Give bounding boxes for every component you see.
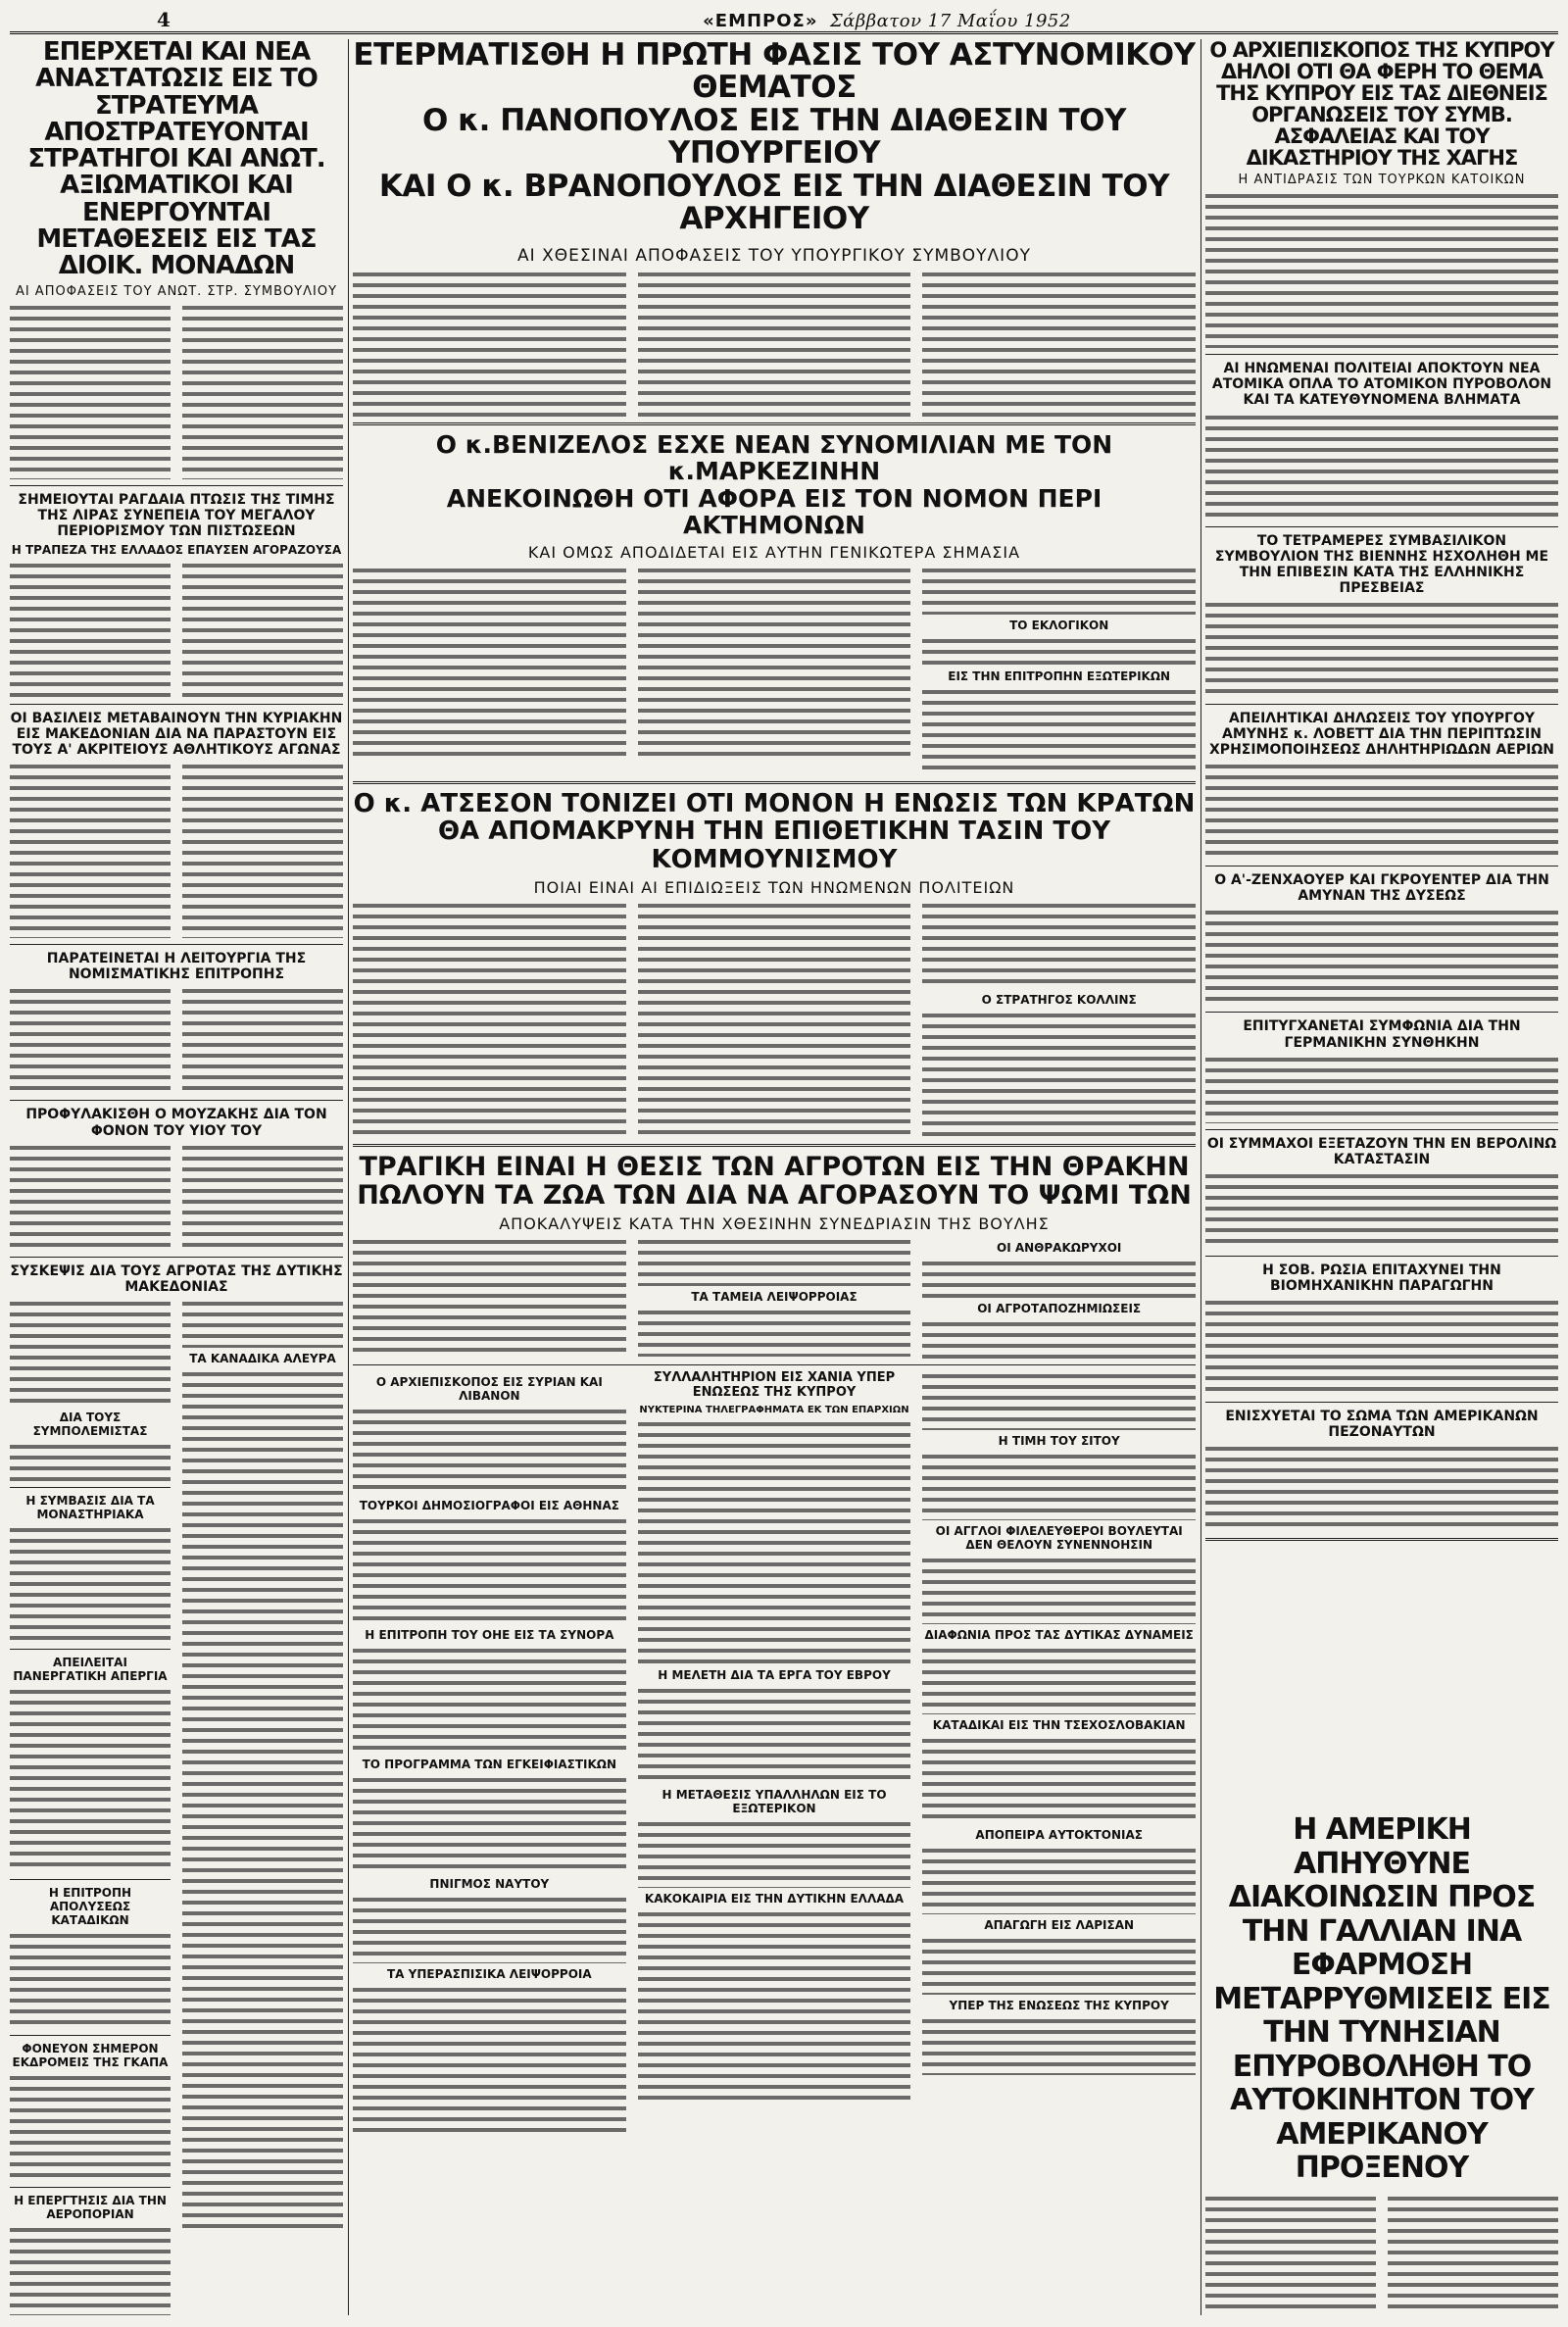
headline-venizelos: Ο κ.ΒΕΝΙΖΕΛΟΣ ΕΣΧΕ ΝΕΑΝ ΣΥΝΟΜΙΛΙΑΝ ΜΕ ΤΟΝ κ.ΜΑΡΚΕΖΙΝΗΝ <box>435 429 1113 486</box>
box-headline: ΕΙΣ ΤΗΝ ΕΠΙΤΡΟΠΗΝ ΕΞΩΤΕΡΙΚΩΝ <box>948 668 1171 683</box>
subhead: ΠΟΙΑΙ ΕΙΝΑΙ ΑΙ ΕΠΙΔΙΩΞΕΙΣ ΤΩΝ ΗΝΩΜΕΝΩΝ ΠΟΛΙΤΕΙΩΝ <box>533 877 1015 897</box>
box-headline: Η ΕΠΙΤΡΟΠΗ ΤΟΥ ΟΗΕ ΕΙΣ ΤΑ ΣΥΝΟΡΑ <box>365 1627 614 1642</box>
subhead: ΔΙΑ ΤΟΥΣ ΣΥΜΠΟΛΕΜΙΣΤΑΣ <box>32 1410 148 1438</box>
headline-atomic-weapons: ΑΙ ΗΝΩΜΕΝΑΙ ΠΟΛΙΤΕΙΑΙ ΑΠΟΚΤΟΥΝ ΝΕΑ ΑΤΟΜΙΚΑ ΟΠΛΑ ΤΟ ΑΤΟΜΙΚΟΝ ΠΥΡΟΒΟΛΟΝ ΚΑΙ ΤΑ ΚΑΤΕΥΘΥΝΟΜΕΝΑ ΒΛΗΜΑΤΑ <box>1211 361 1552 409</box>
headline-army-reshuffle: ΕΠΕΡΧΕΤΑΙ ΚΑΙ ΝΕΑ ΑΝΑΣΤΑΤΩΣΙΣ ΕΙΣ ΤΟ ΣΤΡΑΤΕΥΜΑ ΑΠΟΣΤΡΑΤΕΥΟΝΤΑΙ ΣΤΡΑΤΗΓΟΙ ΚΑΙ ΑΝΩΤ. ΑΞΙΩΜΑΤΙΚΟΙ ΚΑΙ ΕΝΕΡΓΟΥΝΤΑΙ ΜΕΤΑΘΕΣΕΙΣ ΕΙΣ ΤΑΣ ΔΙΟΙΚ. ΜΟΝΑΔΩΝ <box>27 39 325 281</box>
headline-thrace-farmers-2: ΠΩΛΟΥΝ ΤΑ ΖΩΑ ΤΩΝ ΔΙΑ ΝΑ ΑΓΟΡΑΣΟΥΝ ΤΟ ΨΩΜΙ ΤΩΝ <box>357 1180 1192 1212</box>
subhead: ΑΠΟΚΑΛΥΨΕΙΣ ΚΑΤΑ ΤΗΝ ΧΘΕΣΙΝΗΝ ΣΥΝΕΔΡΙΑΣΙΝ ΤΗΣ ΒΟΥΛΗΣ <box>499 1213 1050 1233</box>
subhead: ΚΑΙ ΟΜΩΣ ΑΠΟΔΙΔΕΤΑΙ ΕΙΣ ΑΥΤΗΝ ΓΕΝΙΚΩΤΕΡΑ ΣΗΜΑΣΙΑ <box>527 542 1021 562</box>
box-headline: Η ΣΥΜΒΑΣΙΣ ΔΙΑ ΤΑ ΜΟΝΑΣΤΗΡΙΑΚΑ <box>25 1493 155 1521</box>
box-headline: ΚΑΚΟΚΑΙΡΙΑ ΕΙΣ ΤΗΝ ΔΥΤΙΚΗΝ ΕΛΛΑΔΑ <box>644 1891 905 1906</box>
lead-subhead: ΑΙ ΧΘΕΣΙΝΑΙ ΑΠΟΦΑΣΕΙΣ ΤΟΥ ΥΠΟΥΡΓΙΚΟΥ ΣΥΜΒΟΥΛΙΟΥ <box>517 245 1031 266</box>
page-number: 4 <box>157 8 171 31</box>
box-headline: ΚΑΤΑΔΙΚΑΙ ΕΙΣ ΤΗΝ ΤΣΕΧΟΣΛΟΒΑΚΙΑΝ <box>932 1717 1186 1732</box>
headline-farmers-macedonia: ΣΥΣΚΕΨΙΣ ΔΙΑ ΤΟΥΣ ΑΓΡΟΤΑΣ ΤΗΣ ΔΥΤΙΚΗΣ ΜΑΚΕΔΟΝΙΑΣ <box>10 1263 343 1295</box>
box-headline: ΤΑ ΥΠΕΡΑΣΠΙΣΙΚΑ ΛΕΙΨΟΡΡΟΙΑ <box>386 1966 592 1981</box>
box-headline: ΦΟΝΕΥΟΝ ΣΗΜΕΡΟΝ ΕΚΔΡΟΜΕΙΣ ΤΗΣ ΓΚΑΠΑ <box>12 2041 169 2069</box>
box-headline: ΤΟΥΡΚΟΙ ΔΗΜΟΣΙΟΓΡΑΦΟΙ ΕΙΣ ΑΘΗΝΑΣ <box>359 1498 619 1512</box>
headline-archbishop-cyprus: Ο ΑΡΧΙΕΠΙΣΚΟΠΟΣ ΤΗΣ ΚΥΠΡΟΥ ΔΗΛΟΙ ΟΤΙ ΘΑ ΦΕΡΗ ΤΟ ΘΕΜΑ ΤΗΣ ΚΥΠΡΟΥ ΕΙΣ ΤΑΣ ΔΙΕΘΝΕΙΣ ΟΡΓΑΝΩΣΕΙΣ ΤΟΥ ΣΥΜΒ. ΑΣΦΑΛΕΙΑΣ ΚΑΙ ΤΟΥ ΔΙΚΑΣΤΗΡΙΟΥ ΤΗΣ ΧΑΓΗΣ <box>1209 39 1554 171</box>
headline-tunisia: Η ΑΜΕΡΙΚΗ ΑΠΗΥΘΥΝΕ ΔΙΑΚΟΙΝΩΣΙΝ ΠΡΟΣ ΤΗΝ ΓΑΛΛΙΑΝ ΙΝΑ ΕΦΑΡΜΟΣΗ ΜΕΤΑΡΡΥΘΜΙΣΕΙΣ ΕΙΣ ΤΗΝ ΤΥΝΗΣΙΑΝ ΕΠΥΡΟΒΟΛΗΘΗ ΤΟ ΑΥΤΟΚΙΝΗΤΟΝ ΤΟΥ ΑΜΕΡΙΚΑΝΟΥ ΠΡΟΞΕΝΟΥ <box>1213 1813 1550 2185</box>
subhead: Η ΑΝΤΙΔΡΑΣΙΣ ΤΩΝ ΤΟΥΡΚΩΝ ΚΑΤΟΙΚΩΝ <box>1238 173 1526 188</box>
headline-berlin: ΟΙ ΣΥΜΜΑΧΟΙ ΕΞΕΤΑΖΟΥΝ ΤΗΝ ΕΝ ΒΕΡΟΛΙΝΩ ΚΑΤΑΣΤΑΣΙΝ <box>1206 1135 1557 1167</box>
left-column <box>10 39 343 2315</box>
box-headline: Η ΤΙΜΗ ΤΟΥ ΣΙΤΟΥ <box>998 1433 1120 1448</box>
box-headline: Η ΜΕΛΕΤΗ ΔΙΑ ΤΑ ΕΡΓΑ ΤΟΥ ΕΒΡΟΥ <box>658 1667 891 1682</box>
box-headline: ΤΑ ΤΑΜΕΙΑ ΛΕΙΨΟΡΡΟΙΑΣ <box>691 1289 858 1304</box>
masthead-bar <box>10 10 1558 34</box>
box-headline: Ο ΣΤΡΑΤΗΓΟΣ ΚΟΛΛΙΝΣ <box>981 992 1137 1007</box>
headline-monetary-committee: ΠΑΡΑΤΕΙΝΕΤΑΙ Η ΛΕΙΤΟΥΡΓΙΑ ΤΗΣ ΝΟΜΙΣΜΑΤΙΚΗΣ ΕΠΙΤΡΟΠΗΣ <box>46 951 307 983</box>
headline-vienna-council: ΤΟ ΤΕΤΡΑΜΕΡΕΣ ΣΥΜΒΑΣΙΛΙΚΟΝ ΣΥΜΒΟΥΛΙΟΝ ΤΗΣ ΒΙΕΝΝΗΣ ΗΣΧΟΛΗΘΗ ΜΕ ΤΗΝ ΕΠΙΒΕΣΙΝ ΚΑΤΑ ΤΗΣ ΕΛΛΗΝΙΚΗΣ ΠΡΕΣΒΕΙΑΣ <box>1214 532 1549 596</box>
lead-headline-1: ΕΤΕΡΜΑΤΙΣΘΗ Η ΠΡΩΤΗ ΦΑΣΙΣ ΤΟΥ ΑΣΤΥΝΟΜΙΚΟΥ ΘΕΜΑΤΟΣ <box>353 39 1196 106</box>
box-headline: ΔΙΑΦΩΝΙΑ ΠΡΟΣ ΤΑΣ ΔΥΤΙΚΑΣ ΔΥΝΑΜΕΙΣ <box>924 1627 1194 1642</box>
box-headline: Ο ΑΡΧΙΕΠΙΣΚΟΠΟΣ ΕΙΣ ΣΥΡΙΑΝ ΚΑΙ ΛΙΒΑΝΟΝ <box>375 1374 603 1403</box>
box-headline: Η ΕΠΙΤΡΟΠΗ ΑΠΟΛΥΣΕΩΣ ΚΑΤΑΔΙΚΩΝ <box>48 1885 132 1927</box>
headline-venizelos-2: ΑΝΕΚΟΙΝΩΘΗ ΟΤΙ ΑΦΟΡΑ ΕΙΣ ΤΟΝ ΝΟΜΟΝ ΠΕΡΙ ΑΚΤΗΜΟΝΩΝ <box>446 483 1102 540</box>
paper-name: «ΕΜΠΡΟΣ» <box>703 11 818 31</box>
subhead: ΝΥΚΤΕΡΙΝΑ ΤΗΛΕΓΡΑΦΗΜΑΤΑ ΕΚ ΤΩΝ ΕΠΑΡΧΙΩΝ <box>639 1404 909 1415</box>
headline-acheson: Ο κ. ΑΤΣΕΣΟΝ ΤΟΝΙΖΕΙ ΟΤΙ ΜΟΝΟΝ Η ΕΝΩΣΙΣ ΤΩΝ ΚΡΑΤΩΝ <box>353 788 1196 818</box>
headline-soviet-industry: Η ΣΟΒ. ΡΩΣΙΑ ΕΠΙΤΑΧΥΝΕΙ ΤΗΝ ΒΙΟΜΗΧΑΝΙΚΗΝ ΠΑΡΑΓΩΓΗΝ <box>1262 1262 1501 1294</box>
box-headline: ΠΝΙΓΜΟΣ ΝΑΥΤΟΥ <box>429 1876 550 1891</box>
box-headline: ΟΙ ΑΝΘΡΑΚΩΡΥΧΟΙ <box>997 1240 1122 1255</box>
box-headline: ΤΟ ΕΚΛΟΓΙΚΟΝ <box>1009 618 1109 632</box>
headline-thrace-farmers: ΤΡΑΓΙΚΗ ΕΙΝΑΙ Η ΘΕΣΙΣ ΤΩΝ ΑΓΡΟΤΩΝ ΕΙΣ ΤΗΝ ΘΡΑΚΗΝ <box>359 1151 1190 1182</box>
headline-crete-rally: ΣΥΛΛΑΛΗΤΗΡΙΟΝ ΕΙΣ ΧΑΝΙΑ ΥΠΕΡ ΕΝΩΣΕΩΣ ΤΗΣ ΚΥΠΡΟΥ <box>653 1369 896 1400</box>
subhead: ΤΑ ΚΑΝΑΔΙΚΑ ΑΛΕΥΡΑ <box>189 1351 336 1365</box>
box-headline: ΤΟ ΠΡΟΓΡΑΜΜΑ ΤΩΝ ΕΓΚΕΙΦΙΑΣΤΙΚΩΝ <box>362 1757 617 1771</box>
box-headline: Η ΜΕΤΑΘΕΣΙΣ ΥΠΑΛΛΗΛΩΝ ΕΙΣ ΤΟ ΕΞΩΤΕΡΙΚΟΝ <box>662 1787 887 1815</box>
headline-marines: ΕΝΙΣΧΥΕΤΑΙ ΤΟ ΣΩΜΑ ΤΩΝ ΑΜΕΡΙΚΑΝΩΝ ΠΕΖΟΝΑΥΤΩΝ <box>1225 1408 1539 1441</box>
box-headline: ΑΠΑΓΩΓΗ ΕΙΣ ΛΑΡΙΣΑΝ <box>984 1917 1135 1932</box>
headline-acheson-2: ΘΑ ΑΠΟΜΑΚΡΥΝΗ ΤΗΝ ΕΠΙΘΕΤΙΚΗΝ ΤΑΣΙΝ ΤΟΥ ΚΟΜΜΟΥΝΙΣΜΟΥ <box>437 817 1111 874</box>
headline-lovett: ΑΠΕΙΛΗΤΙΚΑΙ ΔΗΛΩΣΕΙΣ ΤΟΥ ΥΠΟΥΡΓΟΥ ΑΜΥΝΗΣ κ. ΛΟΒΕΤΤ ΔΙΑ ΤΗΝ ΠΕΡΙΠΤΩΣΙΝ ΧΡΗΣΙΜΟΠΟΙΗΣΕΩΣ ΔΗΛΗΤΗΡΙΩΔΩΝ ΑΕΡΙΩΝ <box>1209 710 1554 759</box>
box-headline: ΟΙ ΑΓΡΟΤΑΠΟΖΗΜΙΩΣΕΙΣ <box>977 1301 1142 1315</box>
dateline <box>216 11 1558 31</box>
column-rule <box>1200 39 1201 2315</box>
lead-headline-3: ΚΑΙ Ο κ. ΒΡΑΝΟΠΟΥΛΟΣ ΕΙΣ ΤΗΝ ΔΙΑΘΕΣΙΝ ΤΟΥ ΑΡΧΗΓΕΙΟΥ <box>378 168 1170 237</box>
issue-date: Σάββατον 17 Μαΐου 1952 <box>829 11 1071 31</box>
headline-eisenhower-gruenther: Ο Α'-ΖΕΝΧΑΟΥΕΡ ΚΑΙ ΓΚΡΟΥΕΝΤΕΡ ΔΙΑ ΤΗΝ ΑΜΥΝΑΝ ΤΗΣ ΔΥΣΕΩΣ <box>1214 872 1549 905</box>
tunisia-story <box>1205 1813 1558 2315</box>
headline-german-treaty: ΕΠΙΤΥΓΧΑΝΕΤΑΙ ΣΥΜΦΩΝΙΑ ΔΙΑ ΤΗΝ ΓΕΡΜΑΝΙΚΗΝ ΣΥΝΘΗΚΗΝ <box>1243 1018 1521 1051</box>
subhead: ΑΙ ΑΠΟΦΑΣΕΙΣ ΤΟΥ ΑΝΩΤ. ΣΤΡ. ΣΥΜΒΟΥΛΙΟΥ <box>15 283 338 299</box>
box-headline: ΑΠΟΠΕΙΡΑ ΑΥΤΟΚΤΟΝΙΑΣ <box>975 1827 1143 1842</box>
headline-kings-macedonia: ΟΙ ΒΑΣΙΛΕΙΣ ΜΕΤΑΒΑΙΝΟΥΝ ΤΗΝ ΚΥΡΙΑΚΗΝ ΕΙΣ ΜΑΚΕΔΟΝΙΑΝ ΔΙΑ ΝΑ ΠΑΡΑΣΤΟΥΝ ΕΙΣ ΤΟΥΣ Α' ΑΚΡΙΤΕΙΟΥΣ ΑΘΛΗΤΙΚΟΥΣ ΑΓΩΝΑΣ <box>10 710 343 759</box>
subhead: Η ΤΡΑΠΕΖΑ ΤΗΣ ΕΛΛΑΔΟΣ ΕΠΑΥΣΕΝ ΑΓΟΡΑΖΟΥΣΑ <box>11 542 342 557</box>
box-headline: ΟΙ ΑΓΓΛΟΙ ΦΙΛΕΛΕΥΘΕΡΟΙ ΒΟΥΛΕΥΤΑΙ ΔΕΝ ΘΕΛΟΥΝ ΣΥΝΕΝΝΟΗΣΙΝ <box>935 1523 1183 1552</box>
box-headline: ΑΠΕΙΛΕΙΤΑΙ ΠΑΝΕΡΓΑΤΙΚΗ ΑΠΕΡΓΙΑ <box>13 1655 168 1683</box>
headline-lira: ΣΗΜΕΙΟΥΤΑΙ ΡΑΓΔΑΙΑ ΠΤΩΣΙΣ ΤΗΣ ΤΙΜΗΣ ΤΗΣ ΛΙΡΑΣ ΣΥΝΕΠΕΙΑ ΤΟΥ ΜΕΓΑΛΟΥ ΠΕΡΙΟΡΙΣΜΟΥ ΤΩΝ ΠΙΣΤΩΣΕΩΝ <box>18 491 335 539</box>
box-headline: Η ΕΠΕΡΓΤΗΣΙΣ ΔΙΑ ΤΗΝ ΑΕΡΟΠΟΡΙΑΝ <box>14 2193 167 2221</box>
lead-headline-2: Ο κ. ΠΑΝΟΠΟΥΛΟΣ ΕΙΣ ΤΗΝ ΔΙΑΘΕΣΙΝ ΤΟΥ ΥΠΟΥΡΓΕΙΟΥ <box>422 102 1126 172</box>
box-headline: ΥΠΕΡ ΤΗΣ ΕΝΩΣΕΩΣ ΤΗΣ ΚΥΠΡΟΥ <box>949 1998 1169 2012</box>
column-rule <box>348 39 349 2315</box>
headline-mouzakis: ΠΡΟΦΥΛΑΚΙΣΘΗ Ο ΜΟΥΖΑΚΗΣ ΔΙΑ ΤΟΝ ΦΟΝΟΝ ΤΟΥ ΥΙΟΥ ΤΟΥ <box>25 1107 327 1139</box>
center-columns <box>353 39 1196 2315</box>
